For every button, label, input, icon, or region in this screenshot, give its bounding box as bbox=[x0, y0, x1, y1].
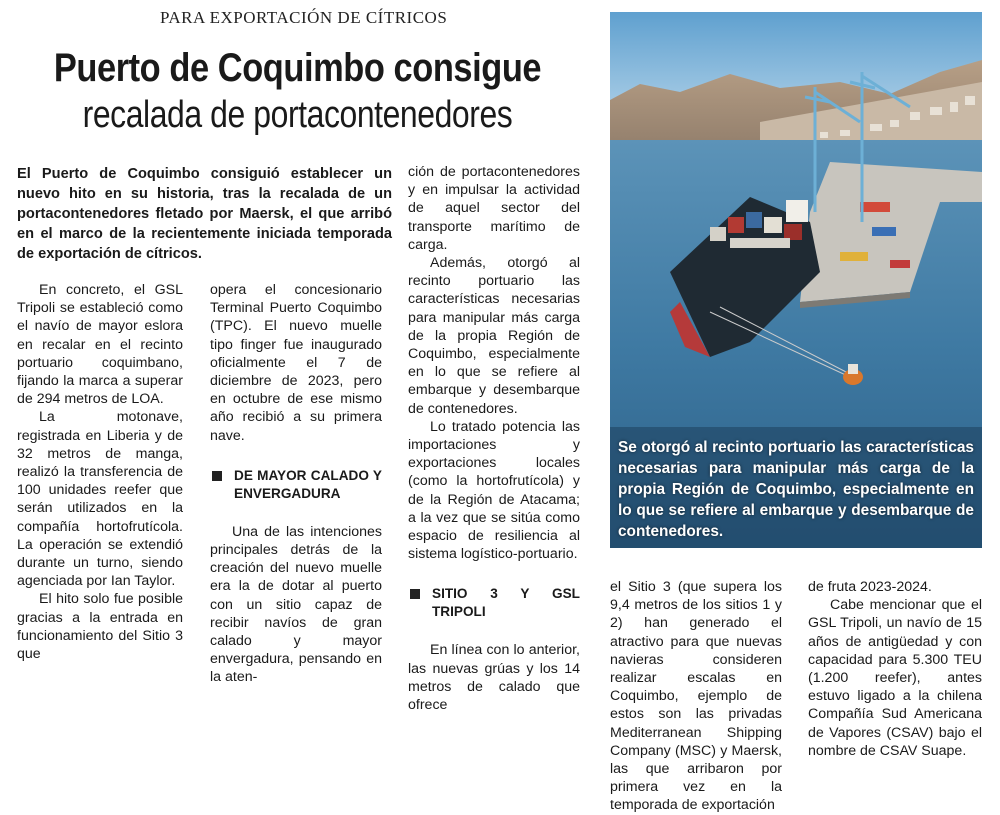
subheading bbox=[408, 585, 580, 621]
bullet-square-icon bbox=[410, 589, 420, 599]
body-paragraph: En línea con lo anterior, las nuevas grúas y los 14 metros de calado que ofrece bbox=[408, 642, 580, 714]
body-paragraph: opera el concesionario Terminal Puerto Coquimbo (TPC). El nuevo muelle tipo finger fue inaugurado oficialmente el 7 de diciembre de 2023, pero en octubre de ese mismo año recibió a su primera nave. bbox=[210, 282, 382, 444]
article-column-5 bbox=[808, 578, 982, 760]
headline bbox=[0, 44, 595, 138]
subheading-text: SITIO 3 Y GSL TRIPOLI bbox=[432, 586, 580, 620]
body-paragraph: La motonave, registrada en Liberia y de 32 metros de manga, realizó la transferencia de 100 unidades reefer que serán utilizados en la compañía hortofrutícola. La operación se extendió durante un turno, siendo agenciada por Ian Taylor. bbox=[17, 409, 183, 590]
body-paragraph: Además, otorgó al recinto portuario las características necesarias para manipular más carga de la propia Región de Coquimbo, especialmente en lo que se refiere al embarque y desembarque de contenedores. bbox=[408, 255, 580, 417]
subheading bbox=[210, 467, 382, 503]
section-kicker: PARA EXPORTACIÓN DE CÍTRICOS bbox=[160, 8, 448, 27]
body-paragraph: Una de las intenciones principales detrás de la creación del nuevo muelle era la de dotar al puerto con un sitio capaz de recibir navíos de gran calado y mayor envergadura, pensando en la aten- bbox=[210, 523, 382, 686]
body-paragraph: de fruta 2023-2024. bbox=[808, 579, 932, 595]
body-paragraph: ción de portacontenedores y en impulsar la actividad de aquel sector del transporte marítimo de carga. bbox=[408, 164, 580, 253]
body-paragraph: Cabe mencionar que el GSL Tripoli, un navío de 15 años de antigüedad y con capacidad para 5.300 TEU (1.200 reefer), antes estuvo ligado a la chilena Compañía Sud Americana de Vapores (CSAV) bajo el nombre de CSAV Suape. bbox=[808, 597, 982, 759]
article-column-2 bbox=[210, 281, 382, 687]
buoy-top bbox=[848, 364, 858, 374]
article-column-4 bbox=[610, 578, 782, 815]
ship-bridge bbox=[786, 200, 808, 222]
body-paragraph: Lo tratado potencia las importaciones y exportaciones locales (como la hortofrutícola) y de la Región de Atacama; a la vez que se sitúa como espacio de resiliencia al sistema logístico-portuario. bbox=[408, 418, 580, 563]
body-paragraph: En concreto, el GSL Tripoli se estableció como el navío de mayor eslora en recalar en el recinto portuario coquimbano, fijando la marca a superar de 294 metros de LOA. bbox=[17, 282, 183, 408]
body-paragraph: El hito solo fue posible gracias a la entrada en funcionamiento del Sitio 3 que bbox=[17, 591, 183, 663]
article-column-3 bbox=[408, 163, 580, 714]
body-paragraph: el Sitio 3 (que supera los 9,4 metros de los sitios 1 y 2) han generado el atractivo para que nuevas navieras consideren realizar escalas en Coquimbo, ejemplo de estos son las privadas Mediterranean Shipping Company (MSC) y Maersk, las que arribaron por primera vez en la temporada de exportación bbox=[610, 579, 782, 814]
headline-line-2: recalada de portacontenedores bbox=[82, 94, 513, 136]
lead-paragraph: El Puerto de Coquimbo consiguió establecer un nuevo hito en su historia, tras la recalada de un portacontenedores fletado por Maersk, el que arribó en el marco de la recientemente iniciada temporada de exportación de cítricos. bbox=[17, 166, 392, 262]
subheading-text: DE MAYOR CALADO Y ENVERGADURA bbox=[234, 467, 382, 501]
photo-caption: Se otorgó al recinto portuario las características necesarias para manipular más carga de la propia Región de Coquimbo, especialmente en lo que se refiere al embarque y desembarque de contenedores. bbox=[618, 439, 974, 540]
headline-line-1: Puerto de Coquimbo consigue bbox=[53, 46, 542, 90]
article-column-1 bbox=[17, 281, 183, 663]
bullet-square-icon bbox=[212, 471, 222, 481]
